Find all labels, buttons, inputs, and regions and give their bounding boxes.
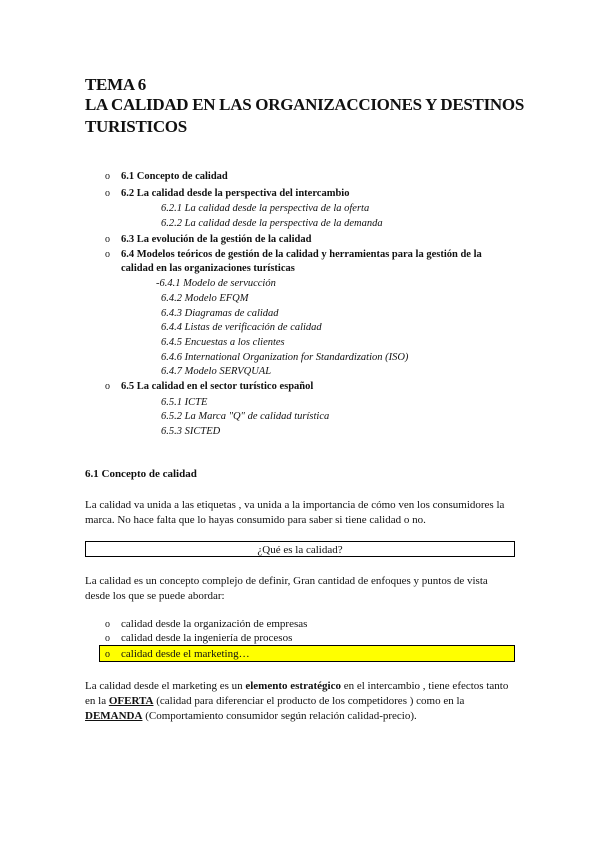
underlined-term-demanda: DEMANDA xyxy=(85,710,143,722)
toc-item-6-4-4: 6.4.4 Listas de verificación de calidad xyxy=(161,322,322,333)
text-run: La calidad desde el marketing es un xyxy=(85,680,246,692)
text-run: (Comportamiento consumidor según relación calidad-precio). xyxy=(142,710,417,722)
bullet: o xyxy=(105,249,110,260)
list-item: calidad desde la ingeniería de procesos xyxy=(121,632,293,644)
toc-item-6-2: 6.2 La calidad desde la perspectiva del intercambio xyxy=(121,188,350,199)
toc-item-6-4-7: 6.4.7 Modelo SERVQUAL xyxy=(161,366,272,377)
bullet: o xyxy=(105,234,110,245)
bullet: o xyxy=(105,381,110,392)
paragraph-marketing xyxy=(85,679,515,724)
section-heading: 6.1 Concepto de calidad xyxy=(85,468,197,480)
question-box: ¿Qué es la calidad? xyxy=(85,541,515,557)
paragraph-intro: La calidad va unida a las etiquetas , va unida a la importancia de cómo ven los consumidores la marca. No hace falta que lo hayas consumido para saber si tiene calidad o no. xyxy=(85,499,505,526)
bullet: o xyxy=(105,633,110,644)
bold-term: elemento estratégico xyxy=(245,680,341,692)
toc-item-6-2-2: 6.2.2 La calidad desde la perspectiva de la demanda xyxy=(161,218,383,229)
toc-item-6-4-line2: calidad en las organizaciones turísticas xyxy=(121,263,295,274)
toc-item-6-5: 6.5 La calidad en el sector turístico español xyxy=(121,381,314,392)
toc-item-6-4-2: 6.4.2 Modelo EFQM xyxy=(161,293,249,304)
bullet: o xyxy=(105,649,110,660)
list-item-highlighted: calidad desde el marketing… xyxy=(121,648,250,660)
toc-item-6-5-1: 6.5.1 ICTE xyxy=(161,397,208,408)
toc-item-6-4-1: -6.4.1 Modelo de servucción xyxy=(156,278,276,289)
toc-item-6-2-1: 6.2.1 La calidad desde la perspectiva de la oferta xyxy=(161,203,370,214)
toc-item-6-4-6: 6.4.6 International Organization for Standardization (ISO) xyxy=(161,352,409,363)
bullet: o xyxy=(105,171,110,182)
doc-title-line1: TEMA 6 xyxy=(85,75,147,94)
text-run: (calidad para diferenciar el producto de los competidores ) como en la xyxy=(153,695,465,707)
bullet: o xyxy=(105,619,110,630)
toc-item-6-4-3: 6.4.3 Diagramas de calidad xyxy=(161,308,279,319)
paragraph-definition: La calidad es un concepto complejo de definir, Gran cantidad de enfoques y puntos de vista desde los que se puede abordar: xyxy=(85,575,488,602)
text-run: en el intercambio , tiene efectos tanto en la xyxy=(85,680,509,707)
doc-title-line3: TURISTICOS xyxy=(85,117,187,136)
list-item: calidad desde la organización de empresas xyxy=(121,618,308,630)
toc-item-6-4-5: 6.4.5 Encuestas a los clientes xyxy=(161,337,285,348)
toc-item-6-1: 6.1 Concepto de calidad xyxy=(121,171,228,182)
toc-item-6-5-2: 6.5.2 La Marca "Q" de calidad turística xyxy=(161,411,330,422)
underlined-term-oferta: OFERTA xyxy=(108,695,154,707)
doc-title-line2: LA CALIDAD EN LAS ORGANIZACCIONES Y DESTINOS xyxy=(85,95,524,114)
toc-item-6-4-line1: 6.4 Modelos teóricos de gestión de la calidad y herramientas para la gestión de la xyxy=(121,249,482,260)
toc-item-6-5-3: 6.5.3 SICTED xyxy=(161,426,221,437)
toc-item-6-3: 6.3 La evolución de la gestión de la calidad xyxy=(121,234,312,245)
bullet: o xyxy=(105,188,110,199)
